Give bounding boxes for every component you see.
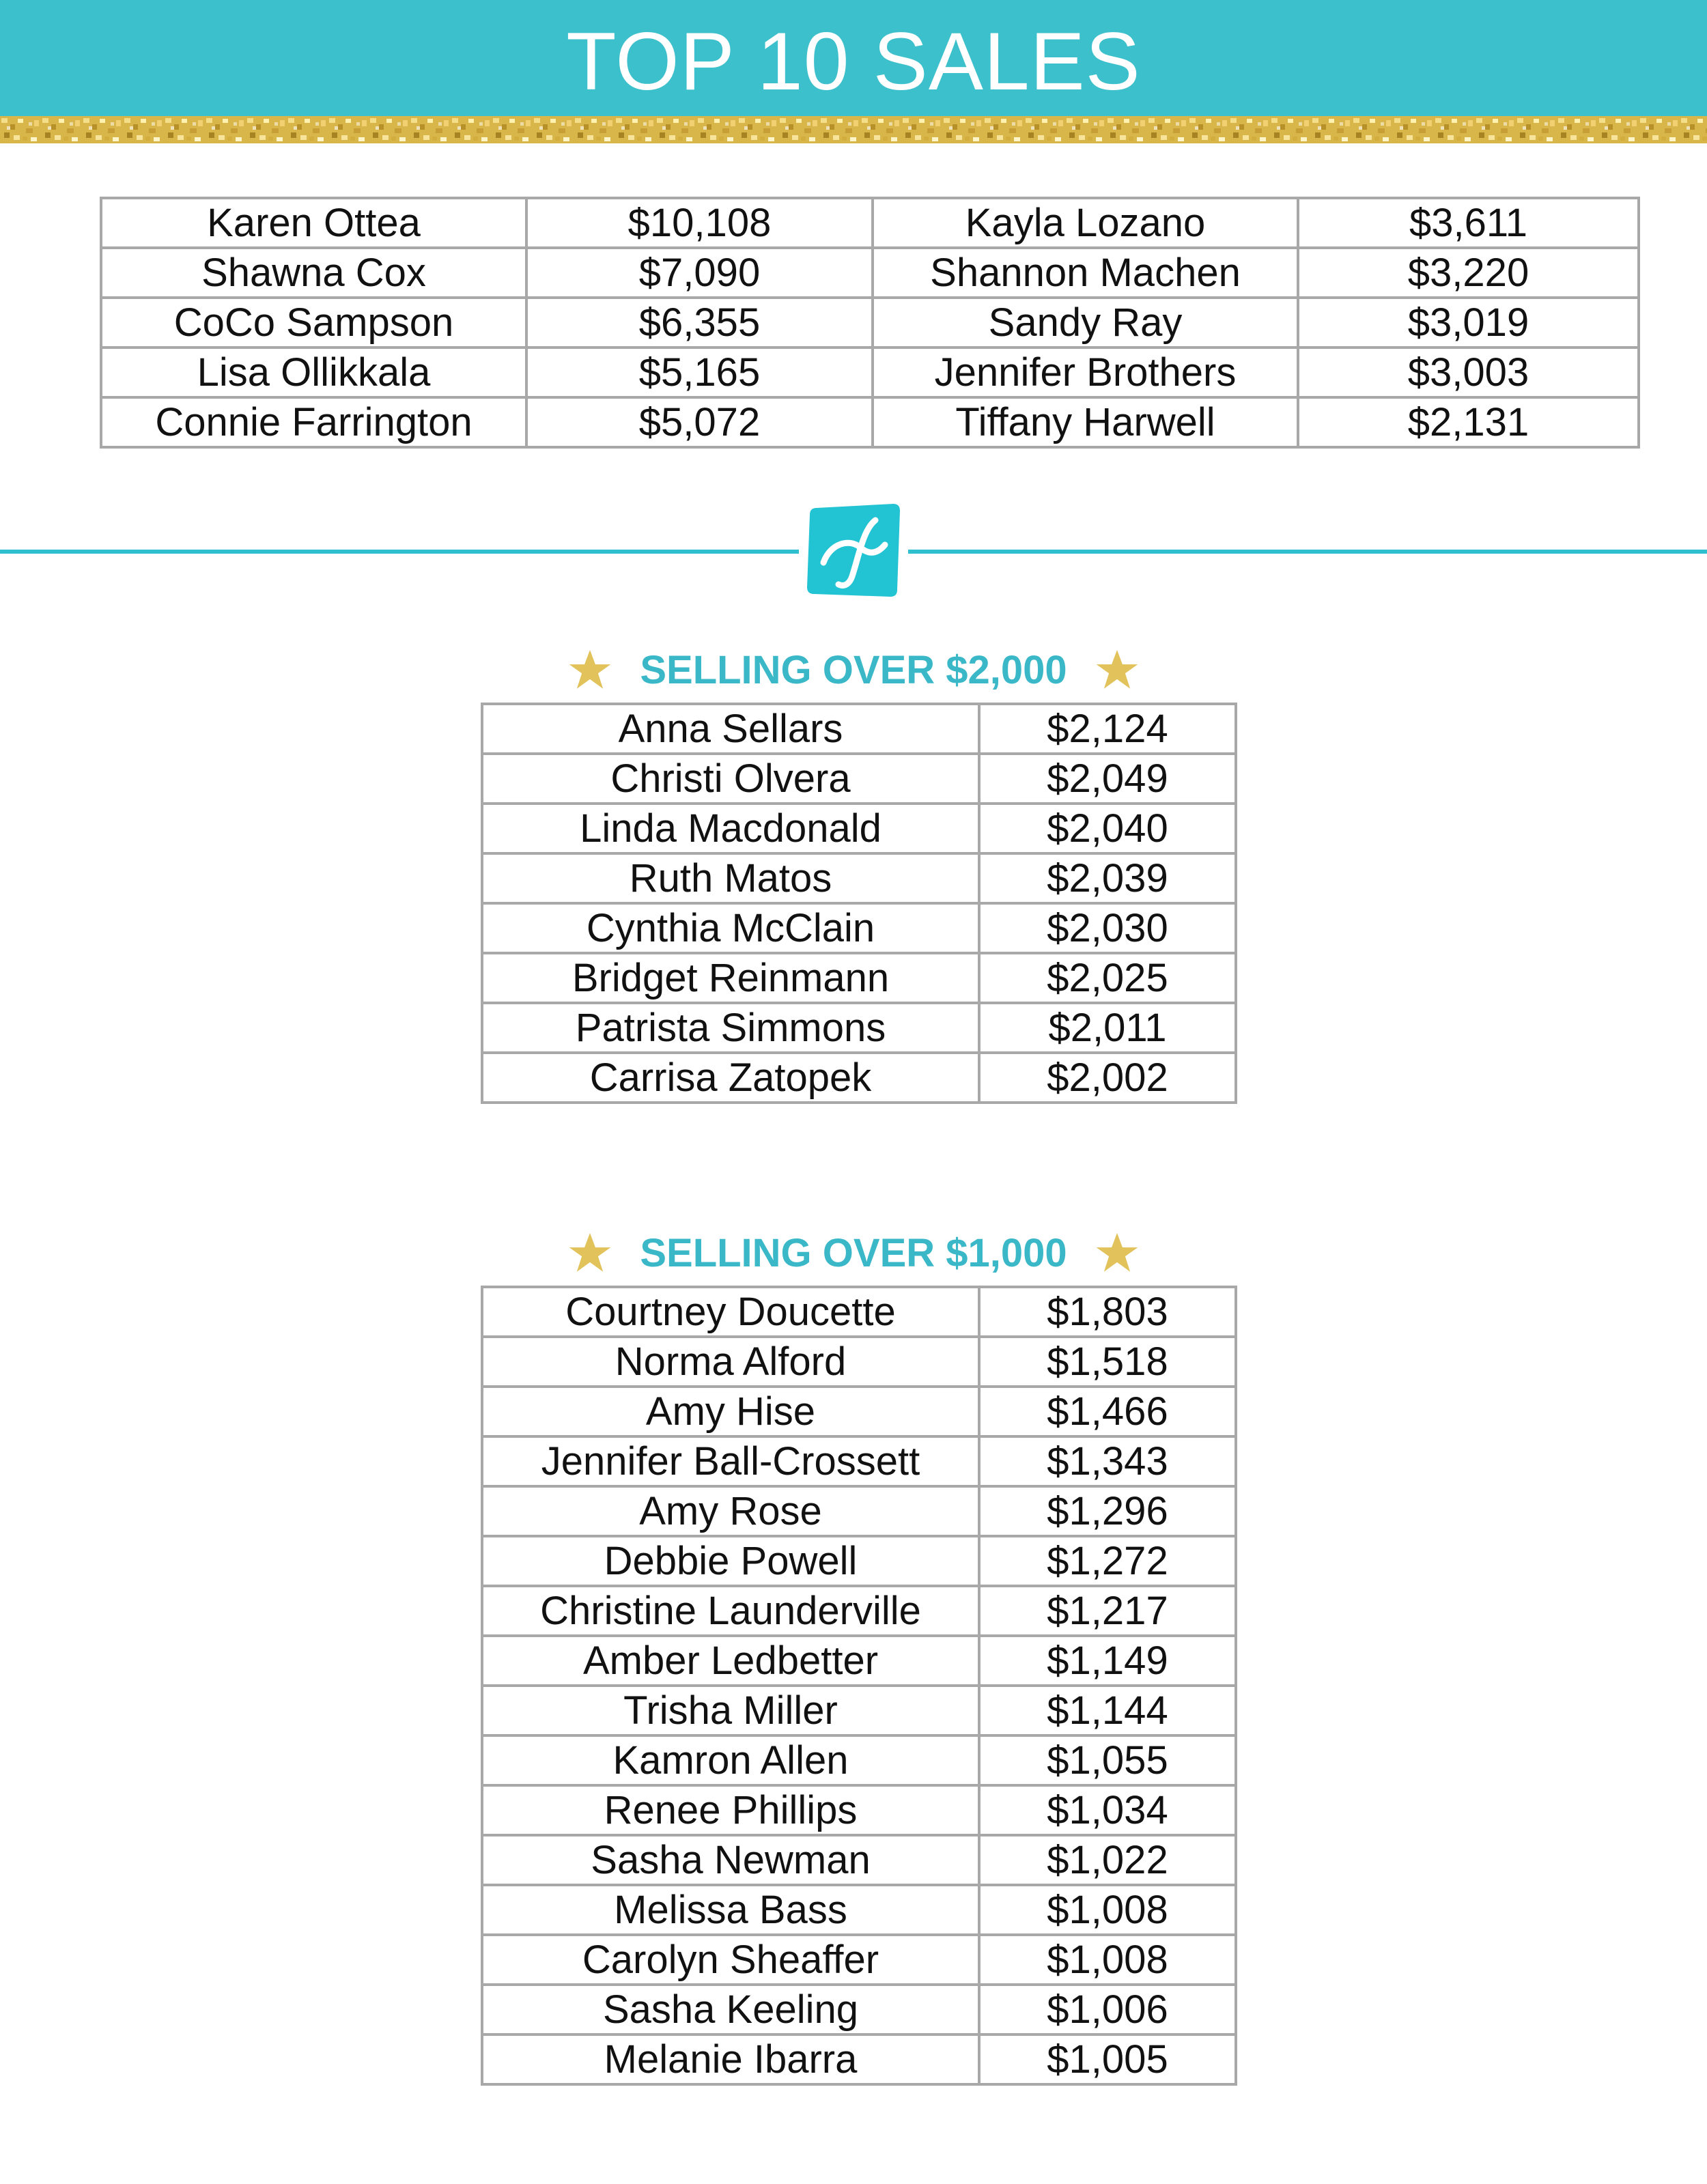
sales-amount: $3,003 bbox=[1298, 348, 1639, 397]
sales-amount: $2,124 bbox=[979, 704, 1236, 754]
seller-name: Debbie Powell bbox=[482, 1536, 979, 1586]
table-row bbox=[482, 1387, 1236, 1436]
divider-line-left bbox=[0, 550, 799, 554]
gold-star-icon bbox=[567, 1230, 612, 1275]
sales-amount: $2,002 bbox=[979, 1053, 1236, 1103]
sales-amount: $1,008 bbox=[979, 1885, 1236, 1935]
seller-name: Ruth Matos bbox=[482, 853, 979, 903]
sales-amount: $1,008 bbox=[979, 1935, 1236, 1985]
seller-name: Shawna Cox bbox=[101, 248, 526, 298]
seller-name: Shannon Machen bbox=[873, 248, 1298, 298]
seller-name: Sasha Newman bbox=[482, 1835, 979, 1885]
seller-name: Courtney Doucette bbox=[482, 1287, 979, 1337]
seller-name: Karen Ottea bbox=[101, 198, 526, 248]
table-row bbox=[482, 953, 1236, 1003]
sales-amount: $1,034 bbox=[979, 1785, 1236, 1835]
seller-name: Renee Phillips bbox=[482, 1785, 979, 1835]
seller-name: Amy Hise bbox=[482, 1387, 979, 1436]
seller-name: Amy Rose bbox=[482, 1486, 979, 1536]
table-row bbox=[482, 1935, 1236, 1985]
seller-name: Cynthia McClain bbox=[482, 903, 979, 953]
seller-name: Melissa Bass bbox=[482, 1885, 979, 1935]
table-row bbox=[482, 1785, 1236, 1835]
seller-name: Norma Alford bbox=[482, 1337, 979, 1387]
table-row bbox=[482, 1337, 1236, 1387]
sales-amount: $1,005 bbox=[979, 2034, 1236, 2084]
over-1000-table bbox=[481, 1286, 1237, 2086]
seller-name: Tiffany Harwell bbox=[873, 397, 1298, 447]
gold-star-icon bbox=[1095, 1230, 1140, 1275]
sales-amount: $2,039 bbox=[979, 853, 1236, 903]
sales-amount: $5,165 bbox=[526, 348, 873, 397]
gold-star-icon bbox=[1095, 647, 1140, 692]
table-row bbox=[482, 853, 1236, 903]
section-heading-text: SELLING OVER $2,000 bbox=[640, 647, 1067, 692]
seller-name: Trisha Miller bbox=[482, 1686, 979, 1735]
sales-amount: $3,019 bbox=[1298, 298, 1639, 348]
sales-amount: $2,011 bbox=[979, 1003, 1236, 1053]
seller-name: Jennifer Ball-Crossett bbox=[482, 1436, 979, 1486]
seller-name: Connie Farrington bbox=[101, 397, 526, 447]
sales-amount: $5,072 bbox=[526, 397, 873, 447]
sales-amount: $3,611 bbox=[1298, 198, 1639, 248]
seller-name: Sandy Ray bbox=[873, 298, 1298, 348]
sales-amount: $1,296 bbox=[979, 1486, 1236, 1536]
table-row bbox=[482, 2034, 1236, 2084]
sales-amount: $6,355 bbox=[526, 298, 873, 348]
sales-amount: $2,049 bbox=[979, 754, 1236, 804]
section-heading-over-1000 bbox=[478, 1225, 1229, 1280]
sales-amount: $1,272 bbox=[979, 1536, 1236, 1586]
table-row bbox=[482, 1053, 1236, 1103]
table-row bbox=[482, 1885, 1236, 1935]
table-row bbox=[482, 1835, 1236, 1885]
sales-amount: $3,220 bbox=[1298, 248, 1639, 298]
seller-name: Kamron Allen bbox=[482, 1735, 979, 1785]
sales-amount: $1,022 bbox=[979, 1835, 1236, 1885]
section-heading-text: SELLING OVER $1,000 bbox=[640, 1230, 1067, 1275]
seller-name: CoCo Sampson bbox=[101, 298, 526, 348]
section-heading-over-2000 bbox=[478, 642, 1229, 697]
sales-amount: $2,025 bbox=[979, 953, 1236, 1003]
seller-name: Christine Launderville bbox=[482, 1586, 979, 1636]
seller-name: Sasha Keeling bbox=[482, 1985, 979, 2034]
page-title: TOP 10 SALES bbox=[566, 16, 1141, 107]
sales-amount: $1,149 bbox=[979, 1636, 1236, 1686]
table-row bbox=[482, 1486, 1236, 1536]
gold-glitter-border bbox=[0, 116, 1707, 143]
seller-name: Lisa Ollikkala bbox=[101, 348, 526, 397]
sales-amount: $1,343 bbox=[979, 1436, 1236, 1486]
sales-amount: $1,144 bbox=[979, 1686, 1236, 1735]
over-2000-table bbox=[481, 703, 1237, 1104]
table-row bbox=[101, 248, 1639, 298]
sales-amount: $7,090 bbox=[526, 248, 873, 298]
sales-amount: $2,030 bbox=[979, 903, 1236, 953]
table-row bbox=[482, 1287, 1236, 1337]
table-row bbox=[482, 1436, 1236, 1486]
sales-amount: $1,518 bbox=[979, 1337, 1236, 1387]
top10-table bbox=[100, 197, 1640, 449]
seller-name: Christi Olvera bbox=[482, 754, 979, 804]
table-row bbox=[482, 1985, 1236, 2034]
table-row bbox=[101, 397, 1639, 447]
sales-amount: $1,803 bbox=[979, 1287, 1236, 1337]
seller-name: Amber Ledbetter bbox=[482, 1636, 979, 1686]
table-row bbox=[482, 1686, 1236, 1735]
table-row bbox=[101, 198, 1639, 248]
table-row bbox=[482, 754, 1236, 804]
sales-amount: $1,055 bbox=[979, 1735, 1236, 1785]
seller-name: Carrisa Zatopek bbox=[482, 1053, 979, 1103]
table-row bbox=[101, 348, 1639, 397]
sales-amount: $1,217 bbox=[979, 1586, 1236, 1636]
gold-star-icon bbox=[567, 647, 612, 692]
sales-amount: $10,108 bbox=[526, 198, 873, 248]
table-row bbox=[482, 903, 1236, 953]
table-row bbox=[482, 1586, 1236, 1636]
table-row bbox=[482, 1536, 1236, 1586]
seller-name: Carolyn Sheaffer bbox=[482, 1935, 979, 1985]
sales-amount: $1,466 bbox=[979, 1387, 1236, 1436]
table-row bbox=[482, 1636, 1236, 1686]
seller-name: Bridget Reinmann bbox=[482, 953, 979, 1003]
table-row bbox=[482, 1003, 1236, 1053]
seller-name: Kayla Lozano bbox=[873, 198, 1298, 248]
table-row bbox=[482, 804, 1236, 853]
seller-name: Jennifer Brothers bbox=[873, 348, 1298, 397]
table-row bbox=[101, 298, 1639, 348]
sales-amount: $2,040 bbox=[979, 804, 1236, 853]
seller-name: Anna Sellars bbox=[482, 704, 979, 754]
divider-line-right bbox=[908, 550, 1707, 554]
seller-name: Linda Macdonald bbox=[482, 804, 979, 853]
seller-name: Melanie Ibarra bbox=[482, 2034, 979, 2084]
sales-amount: $1,006 bbox=[979, 1985, 1236, 2034]
table-row bbox=[482, 1735, 1236, 1785]
seller-name: Patrista Simmons bbox=[482, 1003, 979, 1053]
brand-logo-icon bbox=[804, 502, 903, 598]
table-row bbox=[482, 704, 1236, 754]
sales-amount: $2,131 bbox=[1298, 397, 1639, 447]
